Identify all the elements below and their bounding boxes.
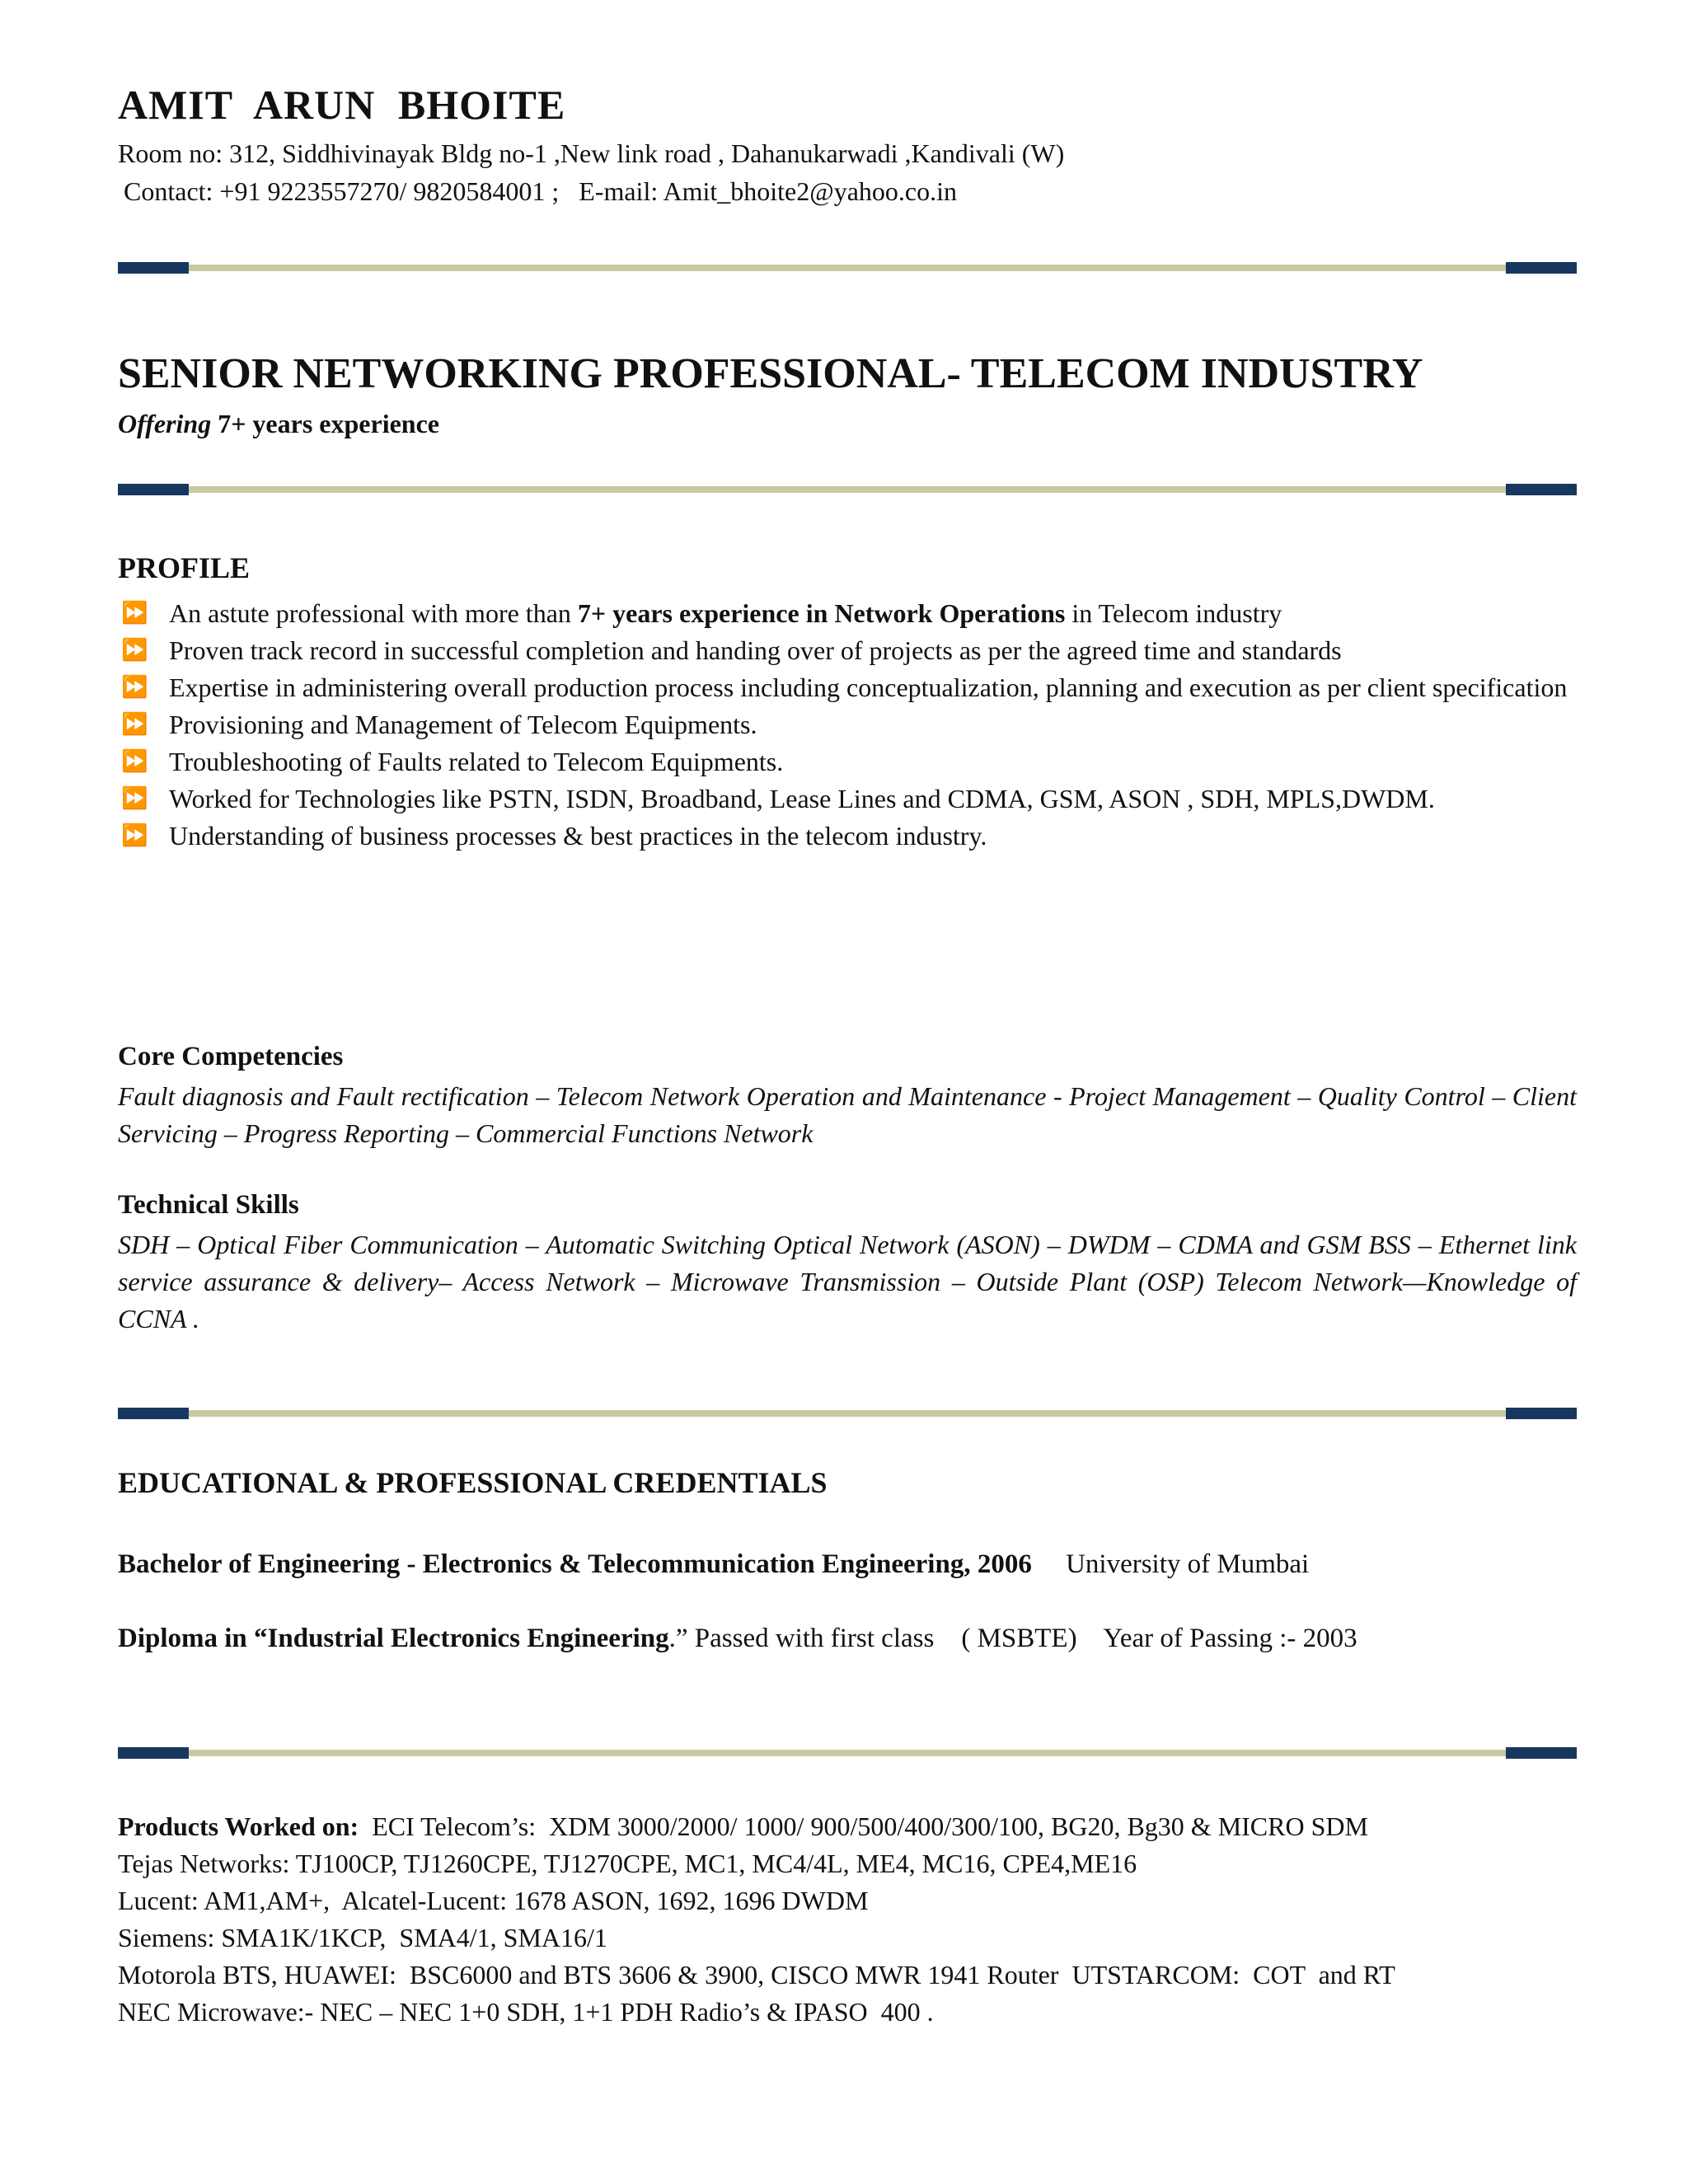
double-arrow-icon: ⏩ [121, 786, 148, 811]
profile-list [118, 595, 1577, 855]
degree-title: Bachelor of Engineering - Electronics & Telecommunication Engineering, 2006 [118, 1549, 1032, 1579]
profile-heading: PROFILE [118, 551, 251, 584]
headline-title: SENIOR NETWORKING PROFESSIONAL- TELECOM INDUSTRY [118, 350, 1423, 397]
profile-item-text: Troubleshooting of Faults related to Telecom Equipments. [169, 747, 784, 776]
products-line-motorola: Motorola BTS, HUAWEI: BSC6000 and BTS 3606 & 3900, CISCO MWR 1941 Router UTSTARCOM: COT and RT [118, 1960, 1395, 1990]
list-item [118, 595, 1577, 632]
core-competencies-heading: Core Competencies [118, 1042, 344, 1071]
double-arrow-icon: ⏩ [121, 601, 148, 626]
products-line-eci [118, 1808, 1395, 1845]
double-arrow-icon: ⏩ [121, 749, 148, 774]
diploma-line [118, 1624, 1357, 1654]
profile-item-text: Proven track record in successful completion and handing over of projects as per the agreed time and standards [169, 635, 1342, 665]
products-label: Products Worked on: [118, 1811, 359, 1841]
double-arrow-icon: ⏩ [121, 675, 148, 700]
list-item [118, 669, 1577, 706]
profile-item-bold: 7+ years experience in Network Operations [577, 598, 1066, 628]
section-divider [118, 484, 1577, 495]
list-item [118, 743, 1577, 780]
experience-summary [118, 409, 439, 439]
profile-item-text: Expertise in administering overall production process including conceptualization, planning and execution as per client specification [169, 673, 1568, 702]
profile-item-text: Provisioning and Management of Telecom Equipments. [169, 710, 757, 739]
list-item [118, 632, 1577, 669]
profile-item-text: An astute professional with more than [169, 598, 578, 628]
diploma-title: Diploma in “Industrial Electronics Engineering [118, 1624, 669, 1653]
candidate-name: AMIT ARUN BHOITE [118, 82, 566, 128]
core-competencies-text: Fault diagnosis and Fault rectification – Telecom Network Operation and Maintenance - Project Management – Quality Control – Client Servicing – Progress Reporting – Commercial Functions Network [118, 1081, 1577, 1148]
section-divider [118, 262, 1577, 274]
education-heading: EDUCATIONAL & PROFESSIONAL CREDENTIALS [118, 1466, 828, 1499]
products-section [118, 1808, 1395, 2031]
products-line-lucent: Lucent: AM1,AM+, Alcatel-Lucent: 1678 ASON, 1692, 1696 DWDM [118, 1886, 869, 1915]
degree-university: University of Mumbai [1031, 1549, 1310, 1579]
products-text: ECI Telecom’s: XDM 3000/2000/ 1000/ 900/500/400/300/100, BG20, Bg30 & MICRO SDM [359, 1811, 1368, 1841]
list-item [118, 818, 1577, 855]
double-arrow-icon: ⏩ [121, 638, 148, 663]
profile-item-text: in Telecom industry [1065, 598, 1282, 628]
products-line-nec: NEC Microwave:- NEC – NEC 1+0 SDH, 1+1 PDH Radio’s & IPASO 400 . [118, 1997, 934, 2027]
technical-skills-heading: Technical Skills [118, 1190, 299, 1220]
address: Room no: 312, Siddhivinayak Bldg no-1 ,New link road , Dahanukarwadi ,Kandivali (W) [118, 138, 1065, 168]
contact-line: Contact: +91 9223557270/ 9820584001 ; E-mail: Amit_bhoite2@yahoo.co.in [124, 176, 957, 206]
technical-skills-text: SDH – Optical Fiber Communication – Automatic Switching Optical Network (ASON) – DWDM – CDMA and GSM BSS – Ethernet link service assurance & delivery– Access Network – Microwave Transmission – Outside Plant (OSP) Telecom Network—Knowledge of CCNA . [118, 1230, 1577, 1333]
list-item [118, 780, 1577, 818]
offering-word: Offering [118, 409, 212, 438]
degree-line [118, 1549, 1309, 1580]
list-item [118, 706, 1577, 743]
section-divider [118, 1408, 1577, 1419]
products-line-siemens: Siemens: SMA1K/1KCP, SMA4/1, SMA16/1 [118, 1923, 607, 1952]
profile-item-text: Worked for Technologies like PSTN, ISDN, Broadband, Lease Lines and CDMA, GSM, ASON , SDH, MPLS,DWDM. [169, 784, 1435, 813]
double-arrow-icon: ⏩ [121, 712, 148, 737]
profile-item-text: Understanding of business processes & best practices in the telecom industry. [169, 821, 987, 851]
section-divider [118, 1747, 1577, 1759]
experience-years: 7+ years experience [211, 409, 439, 438]
products-line-tejas: Tejas Networks: TJ100CP, TJ1260CPE, TJ1270CPE, MC1, MC4/4L, ME4, MC16, CPE4,ME16 [118, 1849, 1137, 1878]
double-arrow-icon: ⏩ [121, 823, 148, 848]
diploma-details: .” Passed with first class ( MSBTE) Year of Passing :- 2003 [668, 1624, 1357, 1653]
